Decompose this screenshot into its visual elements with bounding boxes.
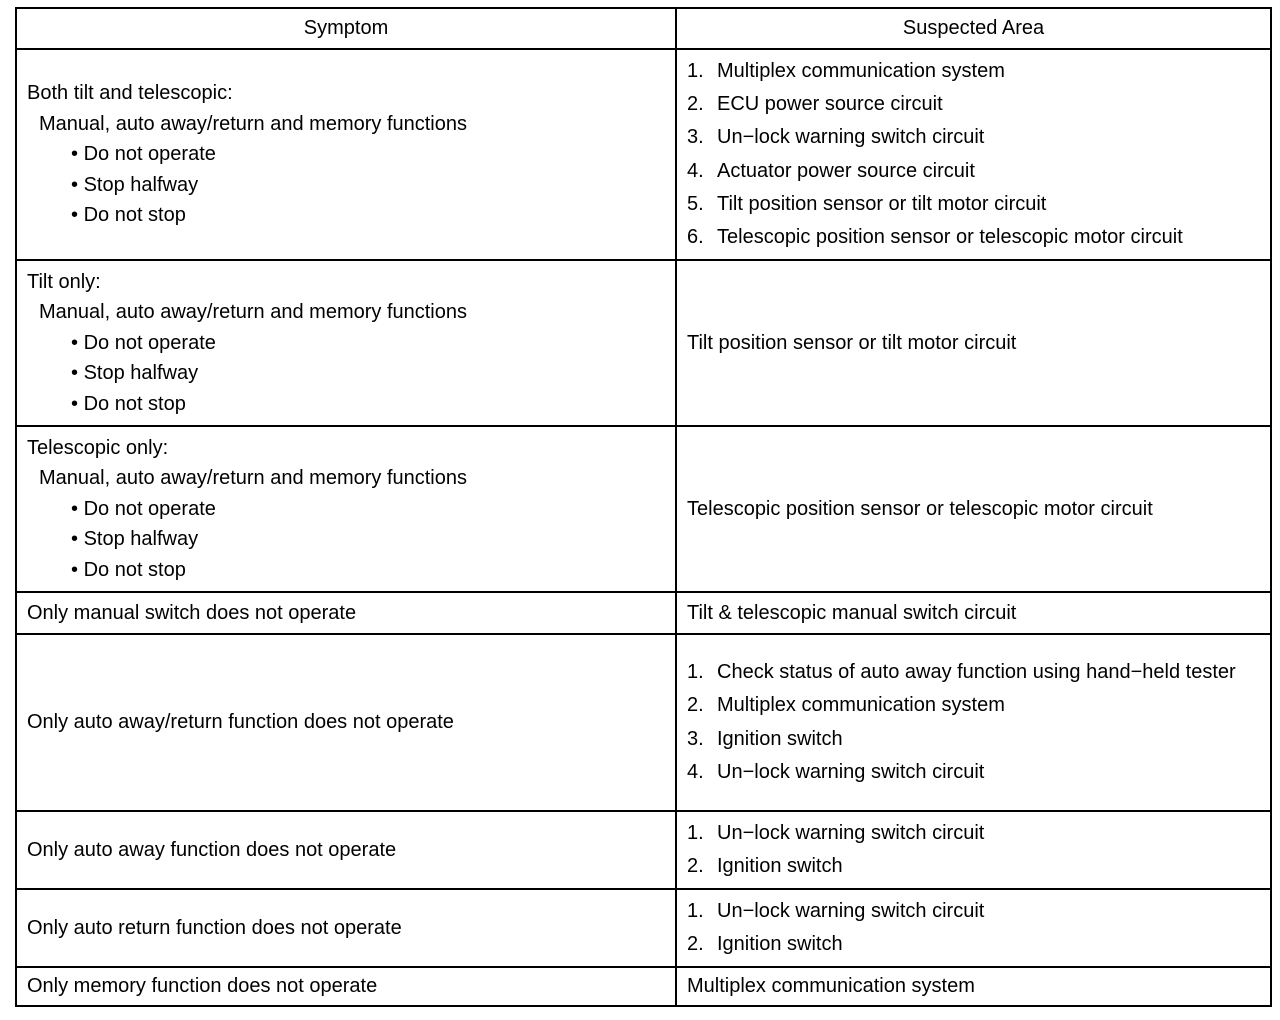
suspected-area-list [687,817,1260,883]
symptom-bullet-item [27,555,665,586]
item-text: Multiplex communication system [717,59,1005,82]
item-number: 4. [687,760,704,783]
troubleshooting-table [15,7,1272,1007]
list-item [687,928,1260,961]
symptom-title: Both tilt and telescopic: [27,82,233,105]
symptom-subtitle: Manual, auto away/return and memory functions [39,467,467,490]
suspected-area-text: Tilt & telescopic manual switch circuit [687,601,1017,624]
list-item [687,155,1260,188]
item-text: Actuator power source circuit [717,159,975,182]
symptom-bullet-item [27,170,665,201]
item-text: Un−lock warning switch circuit [717,899,985,922]
symptom-bullet-item [27,494,665,525]
item-text: Multiplex communication system [717,694,1005,717]
symptom-cell [17,261,677,427]
bullet-glyph: • [71,558,79,581]
symptom-cell [17,50,677,261]
item-number: 2. [687,933,704,955]
symptom-text: Only auto away/return function does not operate [27,711,454,734]
item-text: Check status of auto away function using hand−held tester [717,661,1236,684]
bullet-glyph: • [71,392,79,415]
list-item [687,188,1260,221]
suspected-area-cell [677,635,1270,812]
symptom-text: Only auto away function does not operate [27,838,397,861]
suspected-area-list [687,895,1260,961]
item-text: Ignition switch [717,855,843,877]
item-number: 1. [687,821,704,844]
item-text: Un−lock warning switch circuit [717,821,985,844]
item-number: 4. [687,159,704,182]
symptom-text: Only memory function does not operate [27,975,378,998]
bullet-text: Stop halfway [83,528,199,551]
symptom-title: Telescopic only: [27,436,169,459]
item-number: 3. [687,126,704,149]
bullet-glyph: • [71,204,79,227]
symptom-cell [17,593,677,635]
item-text: Un−lock warning switch circuit [717,126,985,149]
header-suspected-area [677,9,1270,50]
bullet-text: Do not stop [83,392,186,415]
item-number: 1. [687,661,704,684]
symptom-cell [17,968,677,1005]
suspected-area-text: Telescopic position sensor or telescopic motor circuit [687,497,1153,520]
header-suspected-area-label: Suspected Area [902,17,1045,40]
item-number: 2. [687,93,704,116]
symptom-cell [17,635,677,812]
symptom-cell [17,812,677,890]
suspected-area-cell [677,593,1270,635]
bullet-glyph: • [71,362,79,385]
symptom-title: Tilt only: [27,270,101,293]
symptom-text: Only manual switch does not operate [27,601,357,624]
list-item [687,817,1260,850]
suspected-area-cell [677,968,1270,1005]
symptom-bullet-item [27,358,665,389]
list-item [687,850,1260,883]
symptom-bullet-item [27,328,665,359]
bullet-text: Stop halfway [83,362,199,385]
symptom-text: Only auto return function does not operate [27,916,402,939]
item-number: 1. [687,899,704,922]
bullet-text: Do not stop [83,204,186,227]
list-item [687,723,1260,756]
item-number: 2. [687,694,704,717]
table-grid [17,9,1270,1005]
suspected-area-text: Multiplex communication system [687,975,975,998]
list-item [687,656,1260,689]
bullet-glyph: • [71,173,79,196]
bullet-text: Do not operate [83,497,216,520]
list-item [687,895,1260,928]
list-item [687,121,1260,154]
symptom-bullet-item [27,200,665,231]
list-item [687,55,1260,88]
header-symptom-label: Symptom [303,17,389,40]
symptom-bullet-item [27,389,665,420]
symptom-cell [17,890,677,968]
symptom-subtitle: Manual, auto away/return and memory functions [39,301,467,324]
list-item [687,221,1260,254]
symptom-subtitle: Manual, auto away/return and memory functions [39,112,467,135]
suspected-area-cell [677,890,1270,968]
item-text: Telescopic position sensor or telescopic motor circuit [717,225,1183,248]
item-number: 2. [687,855,704,877]
suspected-area-list [687,55,1260,254]
item-number: 6. [687,225,704,248]
item-text: Ignition switch [717,933,843,955]
suspected-area-cell [677,427,1270,593]
bullet-text: Do not stop [83,558,186,581]
suspected-area-cell [677,812,1270,890]
item-number: 1. [687,59,704,82]
item-text: Tilt position sensor or tilt motor circuit [717,192,1047,215]
symptom-bullet-item [27,139,665,170]
list-item [687,756,1260,789]
suspected-area-text: Tilt position sensor or tilt motor circuit [687,331,1017,354]
suspected-area-cell [677,261,1270,427]
bullet-glyph: • [71,331,79,354]
bullet-text: Do not operate [83,143,216,166]
item-text: Un−lock warning switch circuit [717,760,985,783]
header-symptom [17,9,677,50]
bullet-text: Stop halfway [83,173,199,196]
bullet-glyph: • [71,143,79,166]
symptom-bullet-item [27,524,665,555]
bullet-glyph: • [71,497,79,520]
bullet-glyph: • [71,528,79,551]
item-number: 3. [687,727,704,750]
item-number: 5. [687,192,704,215]
bullet-text: Do not operate [83,331,216,354]
item-text: ECU power source circuit [717,93,943,116]
suspected-area-cell [677,50,1270,261]
symptom-cell [17,427,677,593]
list-item [687,88,1260,121]
item-text: Ignition switch [717,727,843,750]
suspected-area-list [687,656,1260,789]
list-item [687,689,1260,722]
